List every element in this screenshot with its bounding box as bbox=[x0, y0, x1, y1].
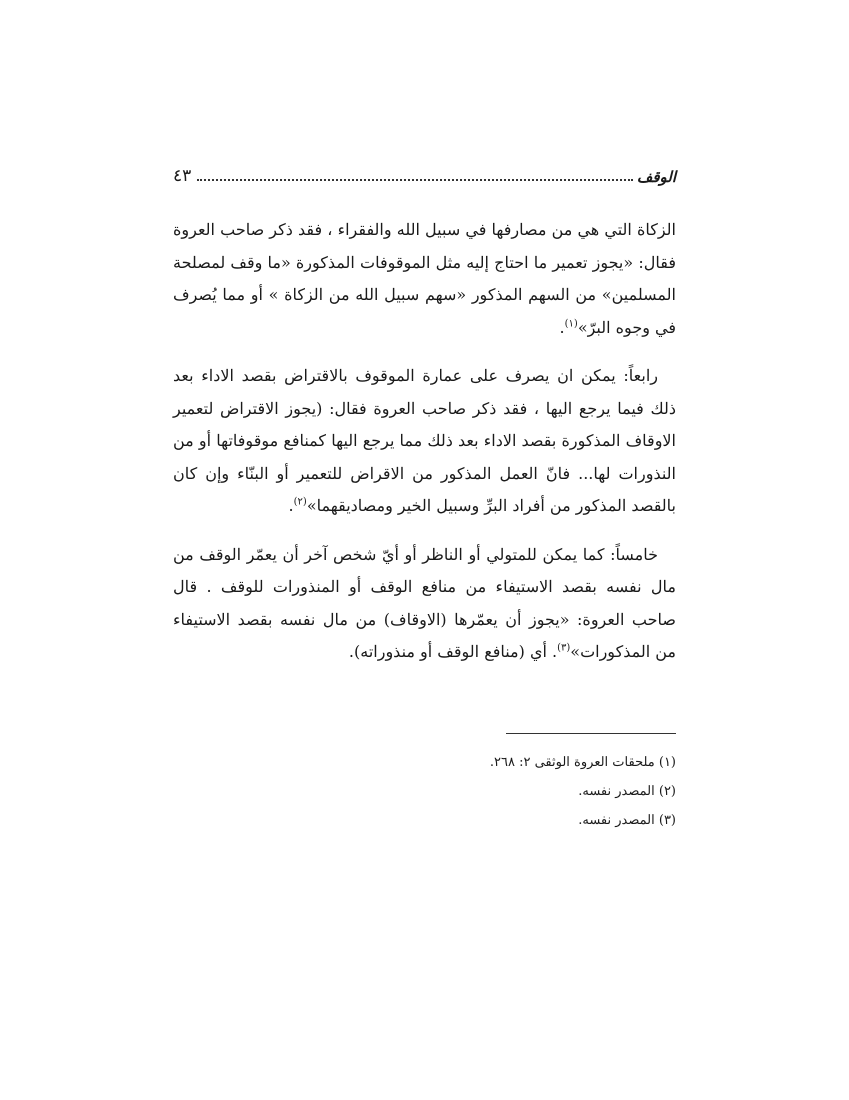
footnote-divider bbox=[506, 733, 676, 734]
paragraph-1 bbox=[173, 214, 676, 344]
body-text bbox=[173, 214, 676, 685]
book-page bbox=[173, 0, 676, 1100]
paragraph-3 bbox=[173, 539, 676, 669]
paragraph-text: الزكاة التي هي من مصارفها في سبيل الله والفقراء ، فقد ذكر صاحب العروة فقال: «يجوز تعمير ما احتاج إليه مثل الموقوفات المذكورة «ما وقف لمصلحة المسلمين» من السهم المذكور «سهم سبيل الله من الزكاة » أو مما يُصرف في وجوه البرّ» bbox=[173, 220, 676, 337]
footnote-ref-1: (١) bbox=[564, 318, 578, 330]
footnote-1: (١) ملحقات العروة الوثقى ٢: ٢٦٨. bbox=[489, 755, 676, 770]
footnote-ref-3: (٣) bbox=[557, 642, 571, 654]
paragraph-text: رابعاً: يمكن ان يصرف على عمارة الموقوف بالاقتراض بقصد الاداء بعد ذلك فيما يرجع اليها ، فقد ذكر صاحب العروة فقال: (يجوز الاقتراض لتعمير الاوقاف المذكورة بقصد الاداء بعد ذلك مما يرجع اليها كمنافع موقوفاتها أو من النذورات لها... فانّ العمل المذكور من الاقراض للتعمير أو البنّاء وإن كان بالقصد المذكور من أفراد البرِّ وسبيل الخير ومصاديقهما» bbox=[173, 366, 676, 515]
header-dot-leader bbox=[197, 179, 633, 181]
chapter-title: الوقف bbox=[636, 168, 676, 186]
paragraph-end: . bbox=[559, 317, 565, 337]
footnote-ref-2: (٢) bbox=[293, 496, 307, 508]
paragraph-text: خامساً: كما يمكن للمتولي أو الناظر أو أيّ شخص آخر أن يعمّر الوقف من مال نفسه بقصد الاستيفاء من منافع الوقف أو المنذورات للوقف . قال صاحب العروة: «يجوز أن يعمّرها (الاوقاف) من مال نفسه بقصد الاستيفاء من المذكورات» bbox=[173, 544, 676, 661]
footnote-2: (٢) المصدر نفسه. bbox=[578, 784, 676, 799]
paragraph-end: . bbox=[288, 496, 294, 515]
footnotes bbox=[173, 748, 676, 835]
footnote-3: (٣) المصدر نفسه. bbox=[578, 813, 676, 828]
running-header bbox=[173, 152, 676, 186]
page-number: ٤٣ bbox=[173, 166, 192, 186]
paragraph-2 bbox=[173, 360, 676, 523]
paragraph-end: . أي (منافع الوقف أو منذوراته). bbox=[348, 642, 558, 661]
